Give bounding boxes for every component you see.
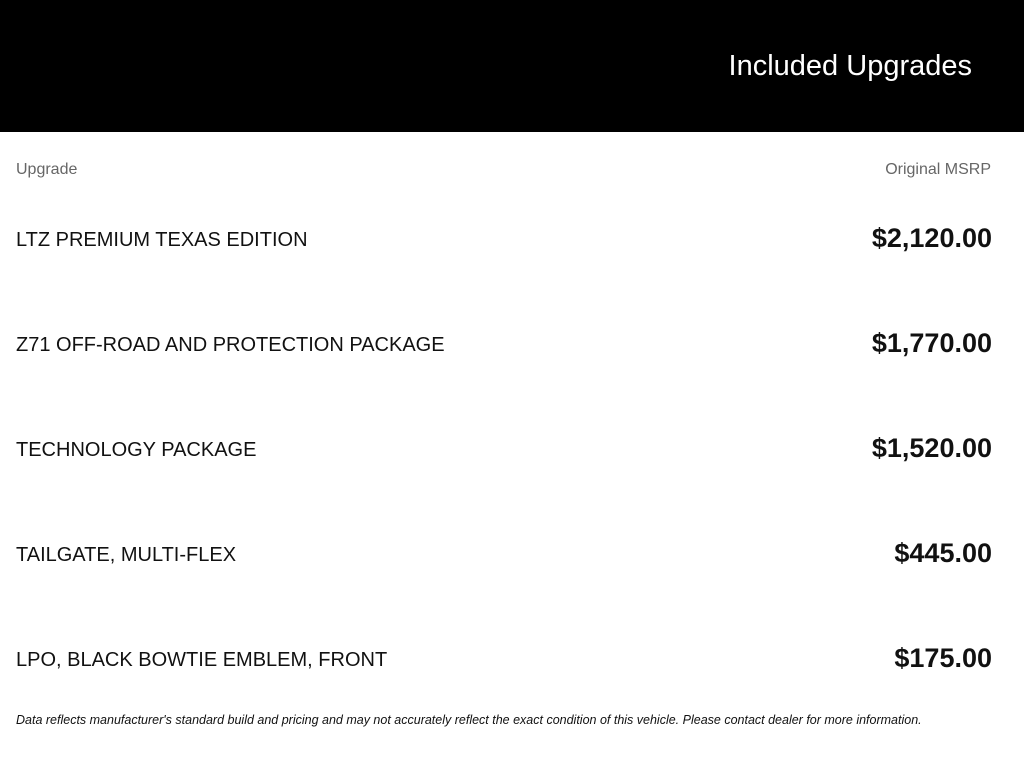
list-item <box>16 428 992 468</box>
upgrade-price: $445.00 <box>894 538 992 568</box>
upgrade-name: LPO, BLACK BOWTIE EMBLEM, FRONT <box>16 649 388 671</box>
upgrade-name: TAILGATE, MULTI-FLEX <box>16 544 237 566</box>
upgrade-name: Z71 OFF-ROAD AND PROTECTION PACKAGE <box>16 334 445 356</box>
list-item <box>16 323 992 363</box>
header-bar <box>0 0 1024 132</box>
upgrade-price: $1,770.00 <box>871 328 992 358</box>
disclaimer-text: Data reflects manufacturer's standard build and pricing and may not accurately reflect the exact condition of this vehicle. Please contact dealer for more information. <box>16 713 922 727</box>
list-item <box>16 638 992 678</box>
upgrade-price: $1,520.00 <box>871 433 992 463</box>
list-item <box>16 218 992 258</box>
upgrade-price: $175.00 <box>894 643 992 673</box>
list-item <box>16 533 992 573</box>
upgrade-price: $2,120.00 <box>871 223 992 253</box>
column-header-msrp: Original MSRP <box>885 161 991 178</box>
column-header-upgrade: Upgrade <box>16 161 78 178</box>
column-headers <box>16 160 992 180</box>
page-title: Included Upgrades <box>728 50 972 82</box>
upgrade-name: TECHNOLOGY PACKAGE <box>16 439 257 461</box>
upgrade-name: LTZ PREMIUM TEXAS EDITION <box>16 229 308 251</box>
